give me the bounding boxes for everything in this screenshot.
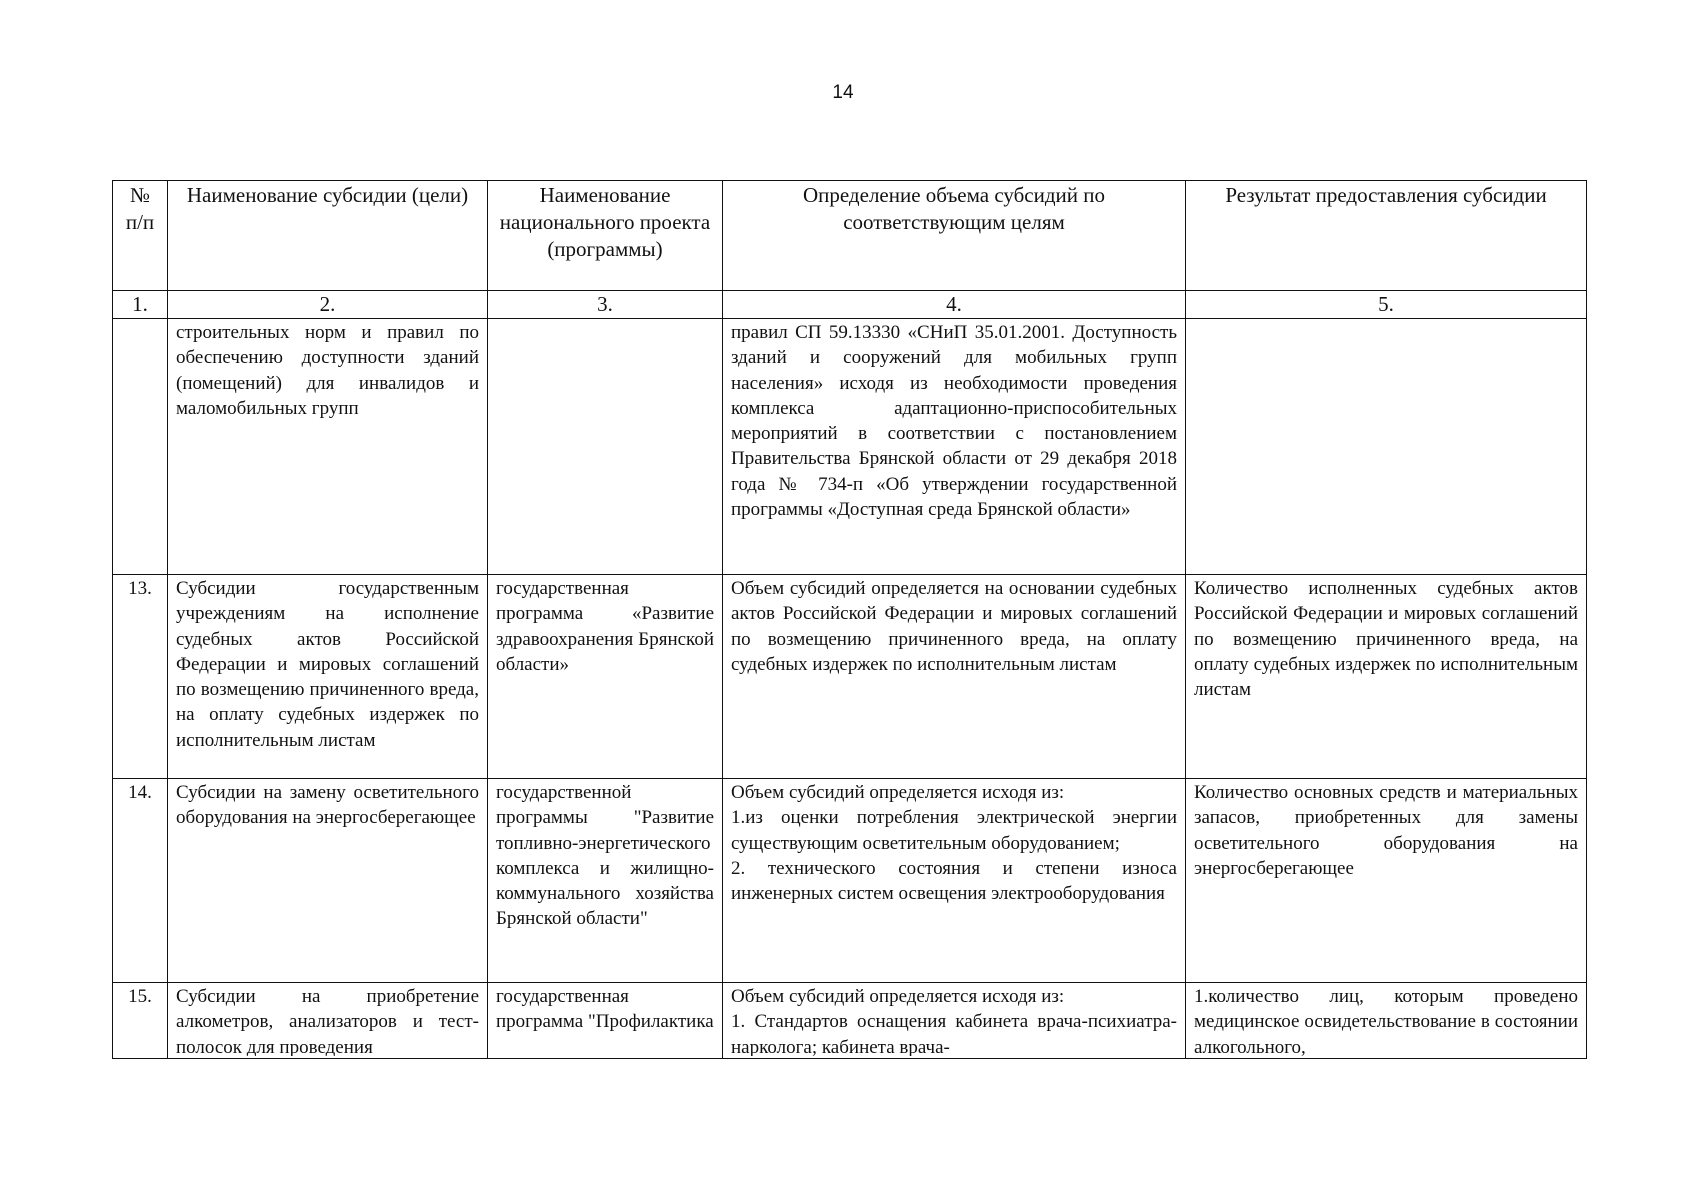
- subsidy-name-text: Субсидии на приобретение алкометров, анализаторов и тест-полосок для проведения: [176, 986, 479, 1056]
- subsidy-table: [112, 180, 1587, 1059]
- subsidy-name-cell: [168, 983, 488, 1059]
- header-project-name: Наименование национального проекта (программы): [488, 181, 723, 291]
- column-number: 4.: [723, 291, 1186, 319]
- program-cell: государственной программы "Развитие топливно-энергетического комплекса и жилищно-коммунального хозяйства Брянской области": [488, 779, 723, 983]
- result-cell: [1186, 983, 1587, 1059]
- program-text: государственная программа "Профилактика: [496, 986, 714, 1033]
- volume-item: 1. Стандартов оснащения кабинета врача-психиатра-нарколога; кабинета врача-: [731, 1011, 1177, 1056]
- volume-intro: Объем субсидий определяется исходя из:: [731, 782, 1065, 803]
- result-cell: Количество основных средств и материальных запасов, приобретенных для замены осветительного оборудования на энергосберегающее: [1186, 779, 1587, 983]
- table-row: [113, 983, 1587, 1059]
- column-number: 3.: [488, 291, 723, 319]
- row-number: 13.: [113, 575, 168, 779]
- page-number: 14: [832, 82, 854, 103]
- table-row: [113, 575, 1587, 779]
- column-number: 2.: [168, 291, 488, 319]
- volume-definition-text: [731, 984, 1177, 1056]
- header-result: Результат предоставления субсидии: [1186, 181, 1587, 291]
- table-header-row: [113, 181, 1587, 291]
- row-number: [113, 319, 168, 575]
- volume-definition-cell: [723, 779, 1186, 983]
- table-row: [113, 319, 1587, 575]
- program-cell: [488, 983, 723, 1059]
- program-cell: [488, 319, 723, 575]
- volume-definition-cell: [723, 983, 1186, 1059]
- volume-definition-cell: правил СП 59.13330 «СНиП 35.01.2001. Доступность зданий и сооружений для мобильных групп населения» исходя из необходимости проведения комплекса адаптационно-приспособительных мероприятий в соответствии с постановлением Правительства Брянской области от 29 декабря 2018 года № 734-п «Об утверждении государственной программы «Доступная среда Брянской области»: [723, 319, 1186, 575]
- row-number-text: 15.: [128, 986, 152, 1007]
- subsidy-name-cell: строительных норм и правил по обеспечению доступности зданий (помещений) для инвалидов и маломобильных групп: [168, 319, 488, 575]
- volume-item: 1.из оценки потребления электрической энергии существующим осветительным оборудованием;: [731, 807, 1177, 854]
- column-number-row: [113, 291, 1587, 319]
- header-volume-definition: Определение объема субсидий по соответствующим целям: [723, 181, 1186, 291]
- subsidy-name-cell: Субсидии на замену осветительного оборудования на энергосберегающее: [168, 779, 488, 983]
- subsidy-name-cell: Субсидии государственным учреждениям на исполнение судебных актов Российской Федерации и мировых соглашений по возмещению причиненного вреда, на оплату судебных издержек по исполнительным листам: [168, 575, 488, 779]
- header-subsidy-name: Наименование субсидии (цели): [168, 181, 488, 291]
- table-row: [113, 779, 1587, 983]
- program-cell: государственная программа «Развитие здравоохранения Брянской области»: [488, 575, 723, 779]
- volume-intro: Объем субсидий определяется исходя из:: [731, 986, 1065, 1007]
- result-cell: Количество исполненных судебных актов Российской Федерации и мировых соглашений по возмещению причиненного вреда, на оплату судебных издержек по исполнительным листам: [1186, 575, 1587, 779]
- result-text: 1.количество лиц, которым проведено медицинское освидетельствование в состоянии алкогольного,: [1194, 986, 1578, 1056]
- result-cell: [1186, 319, 1587, 575]
- column-number: 1.: [113, 291, 168, 319]
- column-number: 5.: [1186, 291, 1587, 319]
- row-number: 14.: [113, 779, 168, 983]
- volume-definition-cell: Объем субсидий определяется на основании судебных актов Российской Федерации и мировых соглашений по возмещению причиненного вреда, на оплату судебных издержек по исполнительным листам: [723, 575, 1186, 779]
- row-number: [113, 983, 168, 1059]
- header-number: № п/п: [113, 181, 168, 291]
- volume-item: 2. технического состояния и степени износа инженерных систем освещения электрооборудования: [731, 857, 1177, 905]
